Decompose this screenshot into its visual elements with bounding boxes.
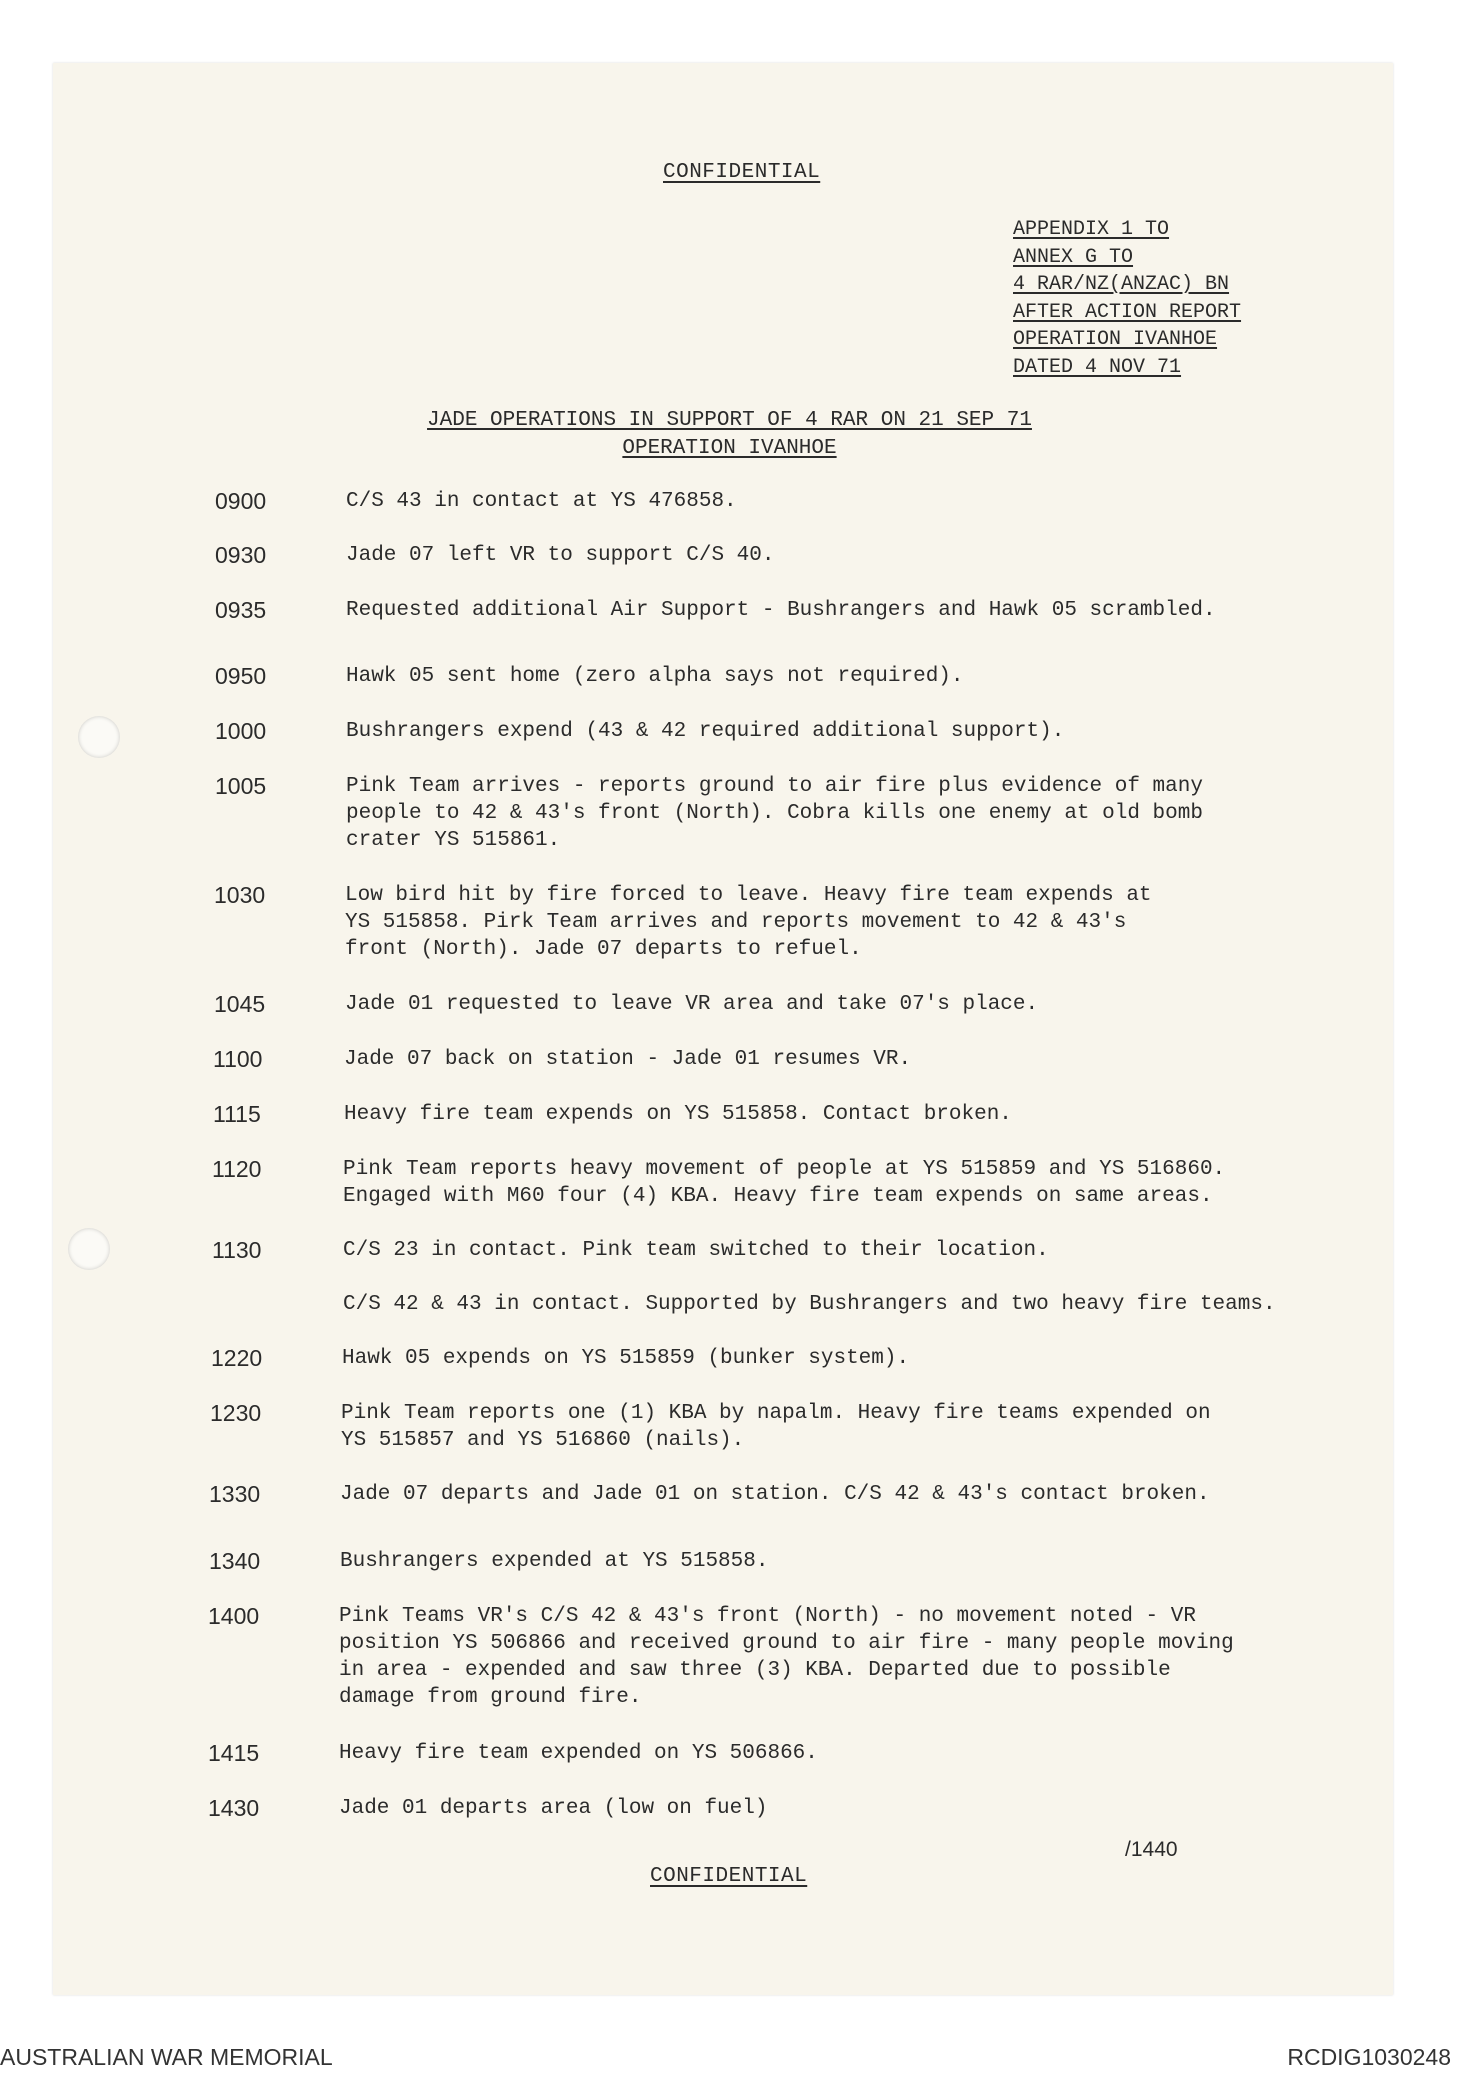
log-time: 0900 [215, 488, 267, 514]
log-text: C/S 43 in contact at YS 476858. [346, 490, 737, 513]
title-line-1: JADE OPERATIONS IN SUPPORT OF 4 RAR ON 21 SEP 71 [427, 409, 1032, 432]
log-time: 1430 [208, 1795, 260, 1821]
log-text: C/S 23 in contact. Pink team switched to their location. [343, 1239, 1049, 1262]
log-text: Heavy fire team expends on YS 515858. Contact broken. [344, 1103, 1012, 1126]
continuation-marker: /1440 [1125, 1838, 1178, 1861]
log-text: Jade 01 requested to leave VR area and take 07's place. [345, 993, 1039, 1016]
document-title [0, 407, 1459, 463]
log-time: 1340 [209, 1548, 261, 1574]
log-text: Hawk 05 expends on YS 515859 (bunker system). [342, 1347, 910, 1370]
log-text: Pink Team arrives - reports ground to air fire plus evidence of many people to 42 & 43's front (North). Cobra kills one enemy at old bomb crater YS 515861. [346, 775, 1203, 852]
log-text: Jade 01 departs area (low on fuel) [339, 1797, 768, 1820]
log-time: 1045 [214, 991, 266, 1017]
log-text: Bushrangers expended at YS 515858. [340, 1550, 769, 1573]
log-time: 1220 [211, 1345, 263, 1371]
log-time: 1000 [215, 718, 267, 744]
log-time: 1030 [214, 882, 266, 908]
log-text: C/S 42 & 43 in contact. Supported by Bushrangers and two heavy fire teams. [343, 1293, 1276, 1316]
log-text: Bushrangers expend (43 & 42 required additional support). [346, 720, 1065, 743]
log-text: Jade 07 back on station - Jade 01 resumes VR. [344, 1048, 912, 1071]
log-text: Pink Teams VR's C/S 42 & 43's front (North) - no movement noted - VR position YS 506866 and received ground to air fire - many people moving in area - expended and saw three (3) KBA. Departed due to possible damage from ground fire. [339, 1605, 1234, 1709]
log-time: 0930 [215, 542, 267, 568]
log-time: 1400 [208, 1603, 260, 1629]
classification-footer: CONFIDENTIAL [650, 1865, 808, 1888]
archive-reference: RCDIG1030248 [1287, 2044, 1451, 2070]
appendix-line: APPENDIX 1 TO [1013, 218, 1170, 241]
appendix-line: AFTER ACTION REPORT [1013, 300, 1242, 324]
log-text: Hawk 05 sent home (zero alpha says not required). [346, 665, 964, 688]
log-time: 0950 [215, 663, 267, 689]
log-time: 1130 [212, 1237, 262, 1263]
log-time: 0935 [215, 597, 267, 623]
log-text: Pink Team reports heavy movement of people at YS 515859 and YS 516860. Engaged with M60 four (4) KBA. Heavy fire team expends on same areas. [343, 1158, 1226, 1208]
punch-hole [68, 1228, 110, 1270]
log-text: Pink Team reports one (1) KBA by napalm. Heavy fire teams expended on YS 515857 and YS 516860 (nails). [341, 1402, 1211, 1452]
appendix-line: OPERATION IVANHOE [1013, 328, 1218, 351]
log-text: Low bird hit by fire forced to leave. Heavy fire team expends at YS 515858. Pirk Team arrives and reports movement to 42 & 43's front (North). Jade 07 departs to refuel. [345, 884, 1152, 961]
log-time: 1115 [213, 1101, 261, 1127]
log-time: 1120 [212, 1156, 262, 1182]
appendix-line: 4 RAR/NZ(ANZAC) BN [1013, 273, 1230, 296]
log-text: Requested additional Air Support - Bushrangers and Hawk 05 scrambled. [346, 599, 1216, 622]
log-text: Jade 07 departs and Jade 01 on station. C/S 42 & 43's contact broken. [340, 1483, 1210, 1506]
appendix-block [1013, 216, 1241, 381]
classification-header: CONFIDENTIAL [663, 161, 821, 184]
log-time: 1100 [213, 1046, 263, 1072]
title-line-2: OPERATION IVANHOE [622, 437, 837, 460]
log-time: 1230 [210, 1400, 262, 1426]
archive-source: AUSTRALIAN WAR MEMORIAL [0, 2044, 333, 2070]
appendix-line: ANNEX G TO [1013, 245, 1134, 269]
appendix-line: DATED 4 NOV 71 [1013, 355, 1182, 379]
log-time: 1005 [215, 773, 267, 799]
log-time: 1330 [209, 1481, 261, 1507]
log-text: Jade 07 left VR to support C/S 40. [346, 544, 775, 567]
log-text: Heavy fire team expended on YS 506866. [339, 1742, 818, 1765]
punch-hole [78, 716, 120, 758]
log-time: 1415 [208, 1740, 260, 1766]
